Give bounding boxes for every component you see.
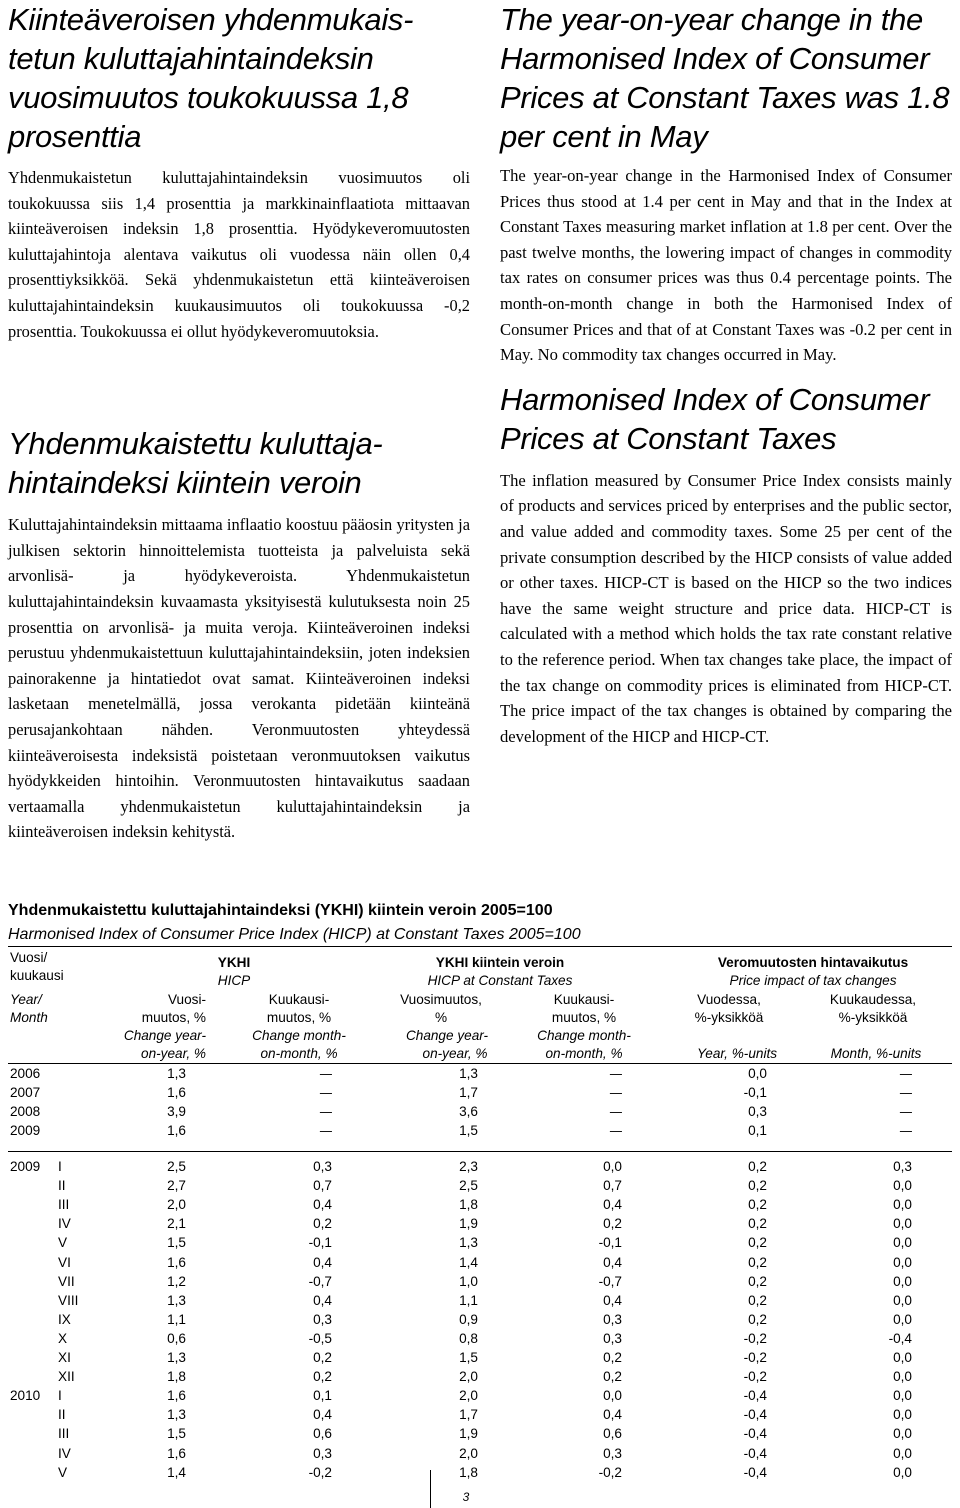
finnish-heading-1: Kiinteäveroisen yhdenmukais-tetun kuluttajahintaindeksin vuosimuutos toukokuussa 1,8 prosenttia xyxy=(8,2,414,154)
col5-header-fi-1: Vuodessa, xyxy=(697,992,761,1007)
english-heading-2: Harmonised Index of Consumer Prices at Constant Taxes xyxy=(500,381,930,456)
annual-row-year: 2009 xyxy=(10,1123,41,1139)
monthly-row-c6: 0,0 xyxy=(893,1426,912,1442)
monthly-row-c6: 0,0 xyxy=(893,1254,912,1270)
monthly-row-c2: 0,3 xyxy=(313,1311,332,1327)
monthly-row-c5: -0,4 xyxy=(743,1407,767,1423)
monthly-row-month: XI xyxy=(58,1350,71,1365)
monthly-row-c6: 0,0 xyxy=(893,1350,912,1365)
col3-header-en-1: Change year- xyxy=(405,1028,489,1043)
empty-value-dash: – xyxy=(319,1104,332,1120)
monthly-row-c2: 0,1 xyxy=(313,1388,332,1404)
monthly-row-c4: 0,2 xyxy=(603,1350,622,1365)
col6-header-en: Month, %-units xyxy=(830,1046,922,1061)
monthly-row-c3: 2,0 xyxy=(459,1388,478,1404)
col1-header-en-2: on-year, % xyxy=(141,1046,206,1061)
col6-header-fi-1: Kuukaudessa, xyxy=(829,992,917,1007)
annual-row-year: 2006 xyxy=(10,1066,41,1081)
monthly-row-c2: 0,3 xyxy=(313,1159,332,1174)
monthly-row-c6: 0,0 xyxy=(893,1292,912,1308)
monthly-row-c3: 1,8 xyxy=(459,1464,478,1480)
monthly-row-c5: -0,2 xyxy=(743,1350,767,1365)
col5-header-fi-2: %-yksikköä xyxy=(694,1010,764,1025)
monthly-row-c3: 1,9 xyxy=(459,1426,478,1442)
monthly-row-c4: 0,0 xyxy=(603,1388,622,1404)
monthly-row-c6: -0,4 xyxy=(888,1330,912,1346)
monthly-row-c1: 1,5 xyxy=(167,1426,186,1442)
monthly-row-c1: 1,8 xyxy=(167,1369,186,1385)
monthly-row-c2: 0,2 xyxy=(313,1369,332,1385)
col3-header-fi-2: % xyxy=(434,1010,448,1025)
monthly-row-c5: -0,4 xyxy=(743,1464,767,1480)
col4-header-en-2: on-month, % xyxy=(545,1046,623,1061)
monthly-row-c6: 0,3 xyxy=(893,1159,912,1174)
monthly-row-month: IV xyxy=(58,1216,71,1232)
annual-row-c5: 0,0 xyxy=(748,1066,767,1081)
monthly-row-c3: 2,0 xyxy=(459,1369,478,1385)
monthly-row-c5: -0,4 xyxy=(743,1426,767,1442)
annual-row-c1: 1,6 xyxy=(167,1123,186,1139)
annual-row-c5: 0,1 xyxy=(748,1123,767,1139)
table-top-rule xyxy=(8,946,952,947)
monthly-row-c2: 0,2 xyxy=(313,1350,332,1365)
monthly-row-c1: 2,0 xyxy=(167,1197,186,1213)
monthly-row-c2: 0,6 xyxy=(313,1426,332,1442)
annual-row-c1: 3,9 xyxy=(167,1104,186,1120)
group-hicpct-en: HICP at Constant Taxes xyxy=(427,973,573,988)
monthly-row-c3: 1,5 xyxy=(459,1350,478,1365)
monthly-row-c5: -0,4 xyxy=(743,1445,767,1461)
col4-header-fi-2: muutos, % xyxy=(551,1010,617,1025)
period-header-fi-1: Vuosi/ xyxy=(10,950,48,965)
empty-value-dash: – xyxy=(609,1066,622,1081)
finnish-paragraph-2: Kuluttajahintaindeksin mittaama inflaatio koostuu pääosin yritysten ja julkisen sektorin hinnoittelemista tuotteista ja palveluista sekä arvonlisä- ja hyödykeveroista. Yhdenmukaistetun kuluttajahintaindeksin kuvaamasta yksityisestä kulutuksesta noin 25 prosenttia on arvonlisä- ja muita veroja. Kiinteäveroinen indeksi perustuu yhdenmukaistettuun kuluttajahintaindeksiin, joten indeksien painorakenne ja hintatiedot ovat samat. Kiinteäveroinen indeksi lasketaan menetelmällä, jossa verokanta pidetään kiinteänä perusajankohtaan nähden. Veronmuutosten yhteydessä kiinteäveroisesta indeksistä poistetaan veronmuutoksen vaikutus hyödykkeiden hintoihin. Veronmuutosten hintavaikutus saadaan vertaamalla yhdenmukaistetun kuluttajahintaindeksin ja kiinteäveroisen indeksin kehitystä. xyxy=(8,515,470,842)
empty-value-dash: – xyxy=(609,1085,622,1101)
english-paragraph-2: The inflation measured by Consumer Price Index consists mainly of products and services priced by enterprises and the public sector, and value added and commodity taxes. Some 25 per cent of the private consumption described by the HICP consists of value added or other taxes. HICP-CT is based on the HICP so the two indices have the same weight structure and price data. HICP-CT is calculated with a method which holds the tax rate constant relative to the reference period. When tax changes take place, the impact of the tax change on commodity prices is eliminated from HICP-CT. The price impact of the tax changes is obtained by comparing the development of the HICP and HICP-CT. xyxy=(500,470,952,746)
monthly-row-c2: 0,4 xyxy=(313,1407,332,1423)
monthly-row-month: XII xyxy=(58,1369,75,1385)
monthly-row-c2: -0,1 xyxy=(308,1235,332,1251)
col1-header-fi-2: muutos, % xyxy=(141,1010,206,1025)
annual-row-c5: 0,3 xyxy=(748,1104,767,1120)
monthly-row-month: X xyxy=(58,1330,68,1346)
table-annual-rule xyxy=(8,1151,952,1152)
monthly-row-c1: 1,3 xyxy=(167,1350,186,1365)
period-header-en-2: Month xyxy=(10,1010,48,1025)
monthly-row-c3: 1,8 xyxy=(459,1197,478,1213)
monthly-row-c3: 1,7 xyxy=(459,1407,478,1423)
monthly-row-c3: 1,0 xyxy=(459,1273,478,1289)
monthly-row-c4: 0,4 xyxy=(603,1254,622,1270)
monthly-row-month: III xyxy=(58,1197,70,1213)
group-hicpct-fi: YKHI kiintein veroin xyxy=(435,955,565,970)
monthly-row-c5: 0,2 xyxy=(748,1216,767,1232)
monthly-row-month: III xyxy=(58,1426,70,1442)
empty-value-dash: – xyxy=(899,1066,912,1081)
monthly-row-c6: 0,0 xyxy=(893,1369,912,1385)
monthly-row-c4: 0,4 xyxy=(603,1197,622,1213)
page-number: 3 xyxy=(462,1490,470,1504)
monthly-row-c3: 0,8 xyxy=(459,1330,478,1346)
monthly-row-c1: 1,1 xyxy=(167,1311,186,1327)
monthly-row-c4: 0,6 xyxy=(603,1426,622,1442)
col4-header-en-1: Change month- xyxy=(537,1028,631,1043)
col3-header-en-2: on-year, % xyxy=(422,1046,488,1061)
monthly-row-month: I xyxy=(58,1159,62,1174)
monthly-row-c5: 0,2 xyxy=(748,1311,767,1327)
monthly-row-c4: 0,4 xyxy=(603,1407,622,1423)
group-tax-impact-fi: Veromuutosten hintavaikutus xyxy=(717,955,909,970)
monthly-row-c3: 1,9 xyxy=(459,1216,478,1232)
group-hicp-fi: YKHI xyxy=(217,955,251,970)
monthly-row-year: 2009 xyxy=(10,1159,41,1174)
monthly-row-month: V xyxy=(58,1464,68,1480)
monthly-row-c5: 0,2 xyxy=(748,1235,767,1251)
finnish-paragraph-1: Yhdenmukaistetun kuluttajahintaindeksin vuosimuutos oli toukokuussa siis 1,4 prosenttia ja markkinainflaatiota mittaavan kiinteäveroisen indeksin 1,8 prosenttia. Hyödykeveromuutosten kuluttajahintoja alentava vaikutus oli vuodessa näin ollen 0,4 prosenttiyksikköä. Sekä yhdenmukaistetun että kiinteäveroisen kuluttajahintaindeksin kuukausimuutos oli toukokuussa -0,2 prosenttia. Toukokuussa ei ollut hyödykeveromuutoksia. xyxy=(8,168,470,341)
monthly-row-c1: 1,3 xyxy=(167,1407,186,1423)
monthly-row-c6: 0,0 xyxy=(893,1197,912,1213)
col2-header-fi-1: Kuukausi- xyxy=(268,992,330,1007)
finnish-column xyxy=(8,0,470,845)
monthly-row-c1: 1,2 xyxy=(167,1273,186,1289)
monthly-row-c3: 2,0 xyxy=(459,1445,478,1461)
monthly-row-c2: 0,4 xyxy=(313,1197,332,1213)
monthly-row-c2: -0,7 xyxy=(308,1273,332,1289)
monthly-row-c6: 0,0 xyxy=(893,1445,912,1461)
monthly-row-c6: 0,0 xyxy=(893,1273,912,1289)
empty-value-dash: – xyxy=(899,1085,912,1101)
monthly-row-c6: 0,0 xyxy=(893,1235,912,1251)
monthly-row-c3: 2,5 xyxy=(459,1178,478,1194)
monthly-row-c2: 0,3 xyxy=(313,1445,332,1461)
monthly-row-c5: -0,2 xyxy=(743,1330,767,1346)
monthly-row-c5: 0,2 xyxy=(748,1178,767,1194)
group-tax-impact-en: Price impact of tax changes xyxy=(729,973,897,988)
monthly-row-c5: -0,2 xyxy=(743,1369,767,1385)
monthly-row-month: II xyxy=(58,1407,66,1423)
monthly-row-c2: 0,2 xyxy=(313,1216,332,1232)
monthly-row-month: IX xyxy=(58,1311,71,1327)
monthly-row-c6: 0,0 xyxy=(893,1464,912,1480)
monthly-row-month: V xyxy=(58,1235,68,1251)
monthly-row-month: IV xyxy=(58,1445,71,1461)
monthly-row-c3: 1,1 xyxy=(459,1292,478,1308)
monthly-row-c4: -0,2 xyxy=(598,1464,622,1480)
monthly-row-c5: 0,2 xyxy=(748,1159,767,1174)
annual-row-c5: -0,1 xyxy=(743,1085,767,1101)
monthly-row-month: VI xyxy=(58,1254,71,1270)
monthly-row-c1: 1,6 xyxy=(167,1254,186,1270)
monthly-row-c5: 0,2 xyxy=(748,1292,767,1308)
col2-header-en-2: on-month, % xyxy=(260,1046,338,1061)
empty-value-dash: – xyxy=(609,1123,622,1139)
monthly-row-c3: 1,4 xyxy=(459,1254,478,1270)
monthly-row-c1: 2,7 xyxy=(167,1178,186,1194)
monthly-row-c3: 1,3 xyxy=(459,1235,478,1251)
empty-value-dash: – xyxy=(319,1123,332,1139)
monthly-row-c5: -0,4 xyxy=(743,1388,767,1404)
monthly-row-c6: 0,0 xyxy=(893,1388,912,1404)
monthly-row-c2: 0,7 xyxy=(313,1178,332,1194)
monthly-row-month: VII xyxy=(58,1273,75,1289)
empty-value-dash: – xyxy=(899,1123,912,1139)
monthly-row-c2: 0,4 xyxy=(313,1254,332,1270)
monthly-row-c4: 0,0 xyxy=(603,1159,622,1174)
empty-value-dash: – xyxy=(319,1085,332,1101)
monthly-row-c2: -0,2 xyxy=(308,1464,332,1480)
monthly-row-c4: 0,2 xyxy=(603,1369,622,1385)
col2-header-en-1: Change month- xyxy=(252,1028,346,1043)
table-subtitle: Harmonised Index of Consumer Price Index (HICP) at Constant Taxes 2005=100 xyxy=(8,926,581,943)
monthly-row-c6: 0,0 xyxy=(893,1178,912,1194)
finnish-heading-2: Yhdenmukaistettu kuluttaja-hintaindeksi kiintein veroin xyxy=(8,426,383,501)
english-heading-1: The year-on-year change in the Harmonised Index of Consumer Prices at Constant Taxes was 1.8 per cent in May xyxy=(500,2,950,154)
table-title: Yhdenmukaistettu kuluttajahintaindeksi (YKHI) kiintein veroin 2005=100 xyxy=(8,902,553,919)
monthly-row-c4: 0,7 xyxy=(603,1178,622,1194)
monthly-row-c2: -0,5 xyxy=(308,1330,332,1346)
col1-header-fi-1: Vuosi- xyxy=(167,992,206,1007)
annual-row-c3: 1,5 xyxy=(459,1123,478,1139)
col4-header-fi-1: Kuukausi- xyxy=(553,992,615,1007)
monthly-row-c4: 0,3 xyxy=(603,1311,622,1327)
monthly-row-month: VIII xyxy=(58,1292,79,1308)
empty-value-dash: – xyxy=(319,1066,332,1081)
monthly-row-c3: 0,9 xyxy=(459,1311,478,1327)
annual-row-c1: 1,3 xyxy=(167,1066,186,1081)
monthly-row-year: 2010 xyxy=(10,1388,41,1404)
period-header-en-1: Year/ xyxy=(10,992,42,1007)
period-header-fi-2: kuukausi xyxy=(10,968,64,983)
monthly-row-c4: -0,7 xyxy=(598,1273,622,1289)
monthly-row-c4: 0,3 xyxy=(603,1445,622,1461)
english-column xyxy=(500,0,952,749)
monthly-row-c4: 0,3 xyxy=(603,1330,622,1346)
monthly-row-month: II xyxy=(58,1178,66,1194)
monthly-row-c1: 1,6 xyxy=(167,1445,186,1461)
annual-row-year: 2008 xyxy=(10,1104,41,1120)
column-divider xyxy=(430,1470,431,1508)
monthly-row-month: I xyxy=(58,1388,62,1404)
col3-header-fi-1: Vuosimuutos, xyxy=(400,992,482,1007)
monthly-row-c2: 0,4 xyxy=(313,1292,332,1308)
monthly-row-c5: 0,2 xyxy=(748,1273,767,1289)
annual-row-c3: 3,6 xyxy=(459,1104,478,1120)
monthly-row-c1: 0,6 xyxy=(167,1330,186,1346)
monthly-row-c1: 1,4 xyxy=(167,1464,186,1480)
annual-row-year: 2007 xyxy=(10,1085,41,1101)
annual-row-c3: 1,3 xyxy=(459,1066,478,1081)
monthly-row-c5: 0,2 xyxy=(748,1197,767,1213)
col2-header-fi-2: muutos, % xyxy=(266,1010,332,1025)
col6-header-fi-2: %-yksikköä xyxy=(838,1010,908,1025)
col5-header-en: Year, %-units xyxy=(696,1046,778,1061)
monthly-row-c6: 0,0 xyxy=(893,1407,912,1423)
monthly-row-c4: 0,2 xyxy=(603,1216,622,1232)
monthly-row-c1: 2,1 xyxy=(167,1216,186,1232)
empty-value-dash: – xyxy=(899,1104,912,1120)
group-hicp-en: HICP xyxy=(217,973,251,988)
monthly-row-c1: 1,5 xyxy=(167,1235,186,1251)
annual-row-c3: 1,7 xyxy=(459,1085,478,1101)
col1-header-en-1: Change year- xyxy=(123,1028,206,1043)
empty-value-dash: – xyxy=(609,1104,622,1120)
monthly-row-c6: 0,0 xyxy=(893,1216,912,1232)
english-paragraph-1: The year-on-year change in the Harmonised Index of Consumer Prices thus stood at 1.4 per cent in May and that in the Index at Constant Taxes measuring market inflation at 1.8 per cent. Over the past twelve months, the lowering impact of changes in commodity tax rates on consumer prices was thus 0.4 percentage points. The month-on-month change in both the Harmonised Index of Consumer Prices and that of at Constant Taxes was -0.2 per cent in May. No commodity tax changes occurred in May. xyxy=(500,166,952,365)
monthly-row-c5: 0,2 xyxy=(748,1254,767,1270)
monthly-row-c1: 1,6 xyxy=(167,1388,186,1404)
monthly-row-c6: 0,0 xyxy=(893,1311,912,1327)
monthly-row-c4: -0,1 xyxy=(598,1235,622,1251)
monthly-row-c1: 2,5 xyxy=(167,1159,186,1174)
monthly-row-c1: 1,3 xyxy=(167,1292,186,1308)
annual-row-c1: 1,6 xyxy=(167,1085,186,1101)
monthly-row-c3: 2,3 xyxy=(459,1159,478,1174)
monthly-row-c4: 0,4 xyxy=(603,1292,622,1308)
